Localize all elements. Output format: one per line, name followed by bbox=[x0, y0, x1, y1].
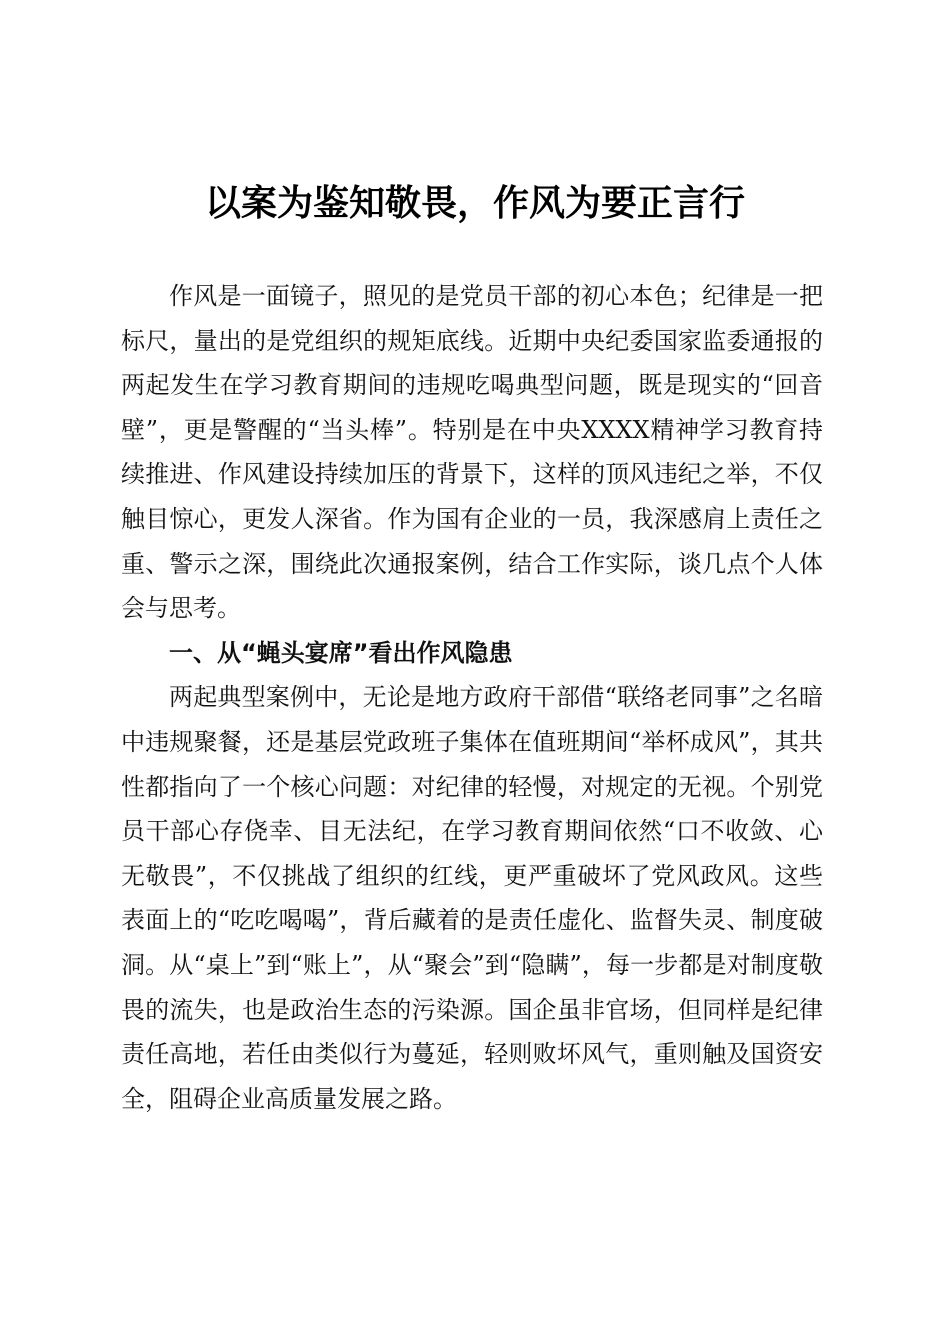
document-title: 以案为鉴知敬畏，作风为要正言行 bbox=[204, 182, 745, 224]
section-heading-1: 一、从“蝇头宴席”看出作风隐患 bbox=[169, 638, 513, 667]
section-1-paragraph: 两起典型案例中，无论是地方政府干部借“联络老同事”之名暗中违规聚餐，还是基层党政班子集体在值班期间“举杯成风”，其共性都指向了一个核心问题：对纪律的轻慢，对规定的无视。个别党员干部心存侥幸、目无法纪，在学习教育期间依然“口不收敛、心无敬畏”，不仅挑战了组织的红线，更严重破坏了党风政风。这些表面上的“吃吃喝喝”，背后藏着的是责任虚化、监督失灵、制度破洞。从“桌上”到“账上”，从“聚会”到“隐瞒”，每一步都是对制度敬畏的流失，也是政治生态的污染源。国企虽非官场，但同样是纪律责任高地，若任由类似行为蔓延，轻则败坏风气，重则触及国资安全，阻碍企业高质量发展之路。 bbox=[121, 683, 823, 1113]
intro-paragraph: 作风是一面镜子，照见的是党员干部的初心本色；纪律是一把标尺，量出的是党组织的规矩底线。近期中央纪委国家监委通报的两起发生在学习教育期间的违规吃喝典型问题，既是现实的“回音壁”，更是警醒的“当头棒”。特别是在中央XXXX精神学习教育持续推进、作风建设持续加压的背景下，这样的顶风违纪之举，不仅触目惊心，更发人深省。作为国有企业的一员，我深感肩上责任之重、警示之深，围绕此次通报案例，结合工作实际，谈几点个人体会与思考。 bbox=[121, 282, 823, 623]
document-body bbox=[121, 274, 823, 1121]
